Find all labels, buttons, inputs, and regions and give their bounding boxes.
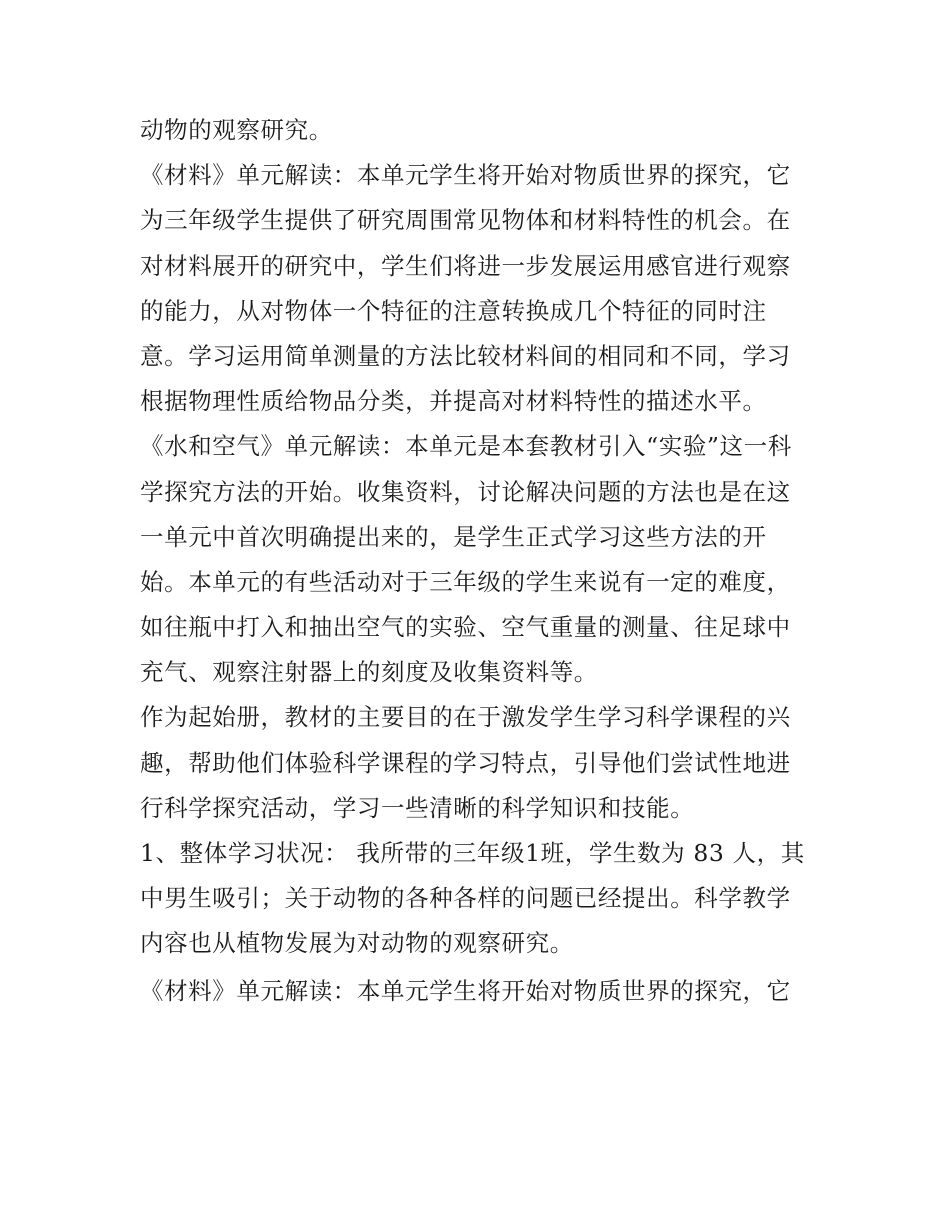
text-line-11: 始。本单元的有些活动对于三年级的学生来说有一定的难度，: [140, 567, 791, 596]
text-line-8: 《水和空气》单元解读：本单元是本套教材引入“实验”这一科: [140, 432, 792, 461]
text-line-18: 中男生吸引；关于动物的各种各样的问题已经提出。科学教学: [140, 884, 791, 913]
text-line-13: 充气、观察注射器上的刻度及收集资料等。: [140, 658, 598, 687]
text-line-20: 《材料》单元解读：本单元学生将开始对物质世界的探究，它: [140, 976, 791, 1005]
text-line-16: 行科学探究活动，学习一些清晰的科学知识和技能。: [140, 793, 695, 822]
text-line-3: 为三年级学生提供了研究周围常见物体和材料特性的机会。在: [140, 206, 791, 235]
text-line-1: 动物的观察研究。: [140, 116, 333, 144]
text-line-15: 趣，帮助他们体验科学课程的学习特点，引导他们尝试性地进: [140, 748, 791, 777]
document-body: [140, 108, 820, 1014]
text-line-7: 根据物理性质给物品分类，并提高对材料特性的描述水平。: [140, 387, 767, 416]
text-line-17: 1、整体学习状况： 我所带的三年级1班，学生数为 83 人，其: [140, 839, 805, 867]
text-line-19: 内容也从植物发展为对动物的观察研究。: [140, 929, 574, 958]
text-line-6: 意。学习运用简单测量的方法比较材料间的相同和不同，学习: [140, 341, 791, 370]
text-line-10: 一单元中首次明确提出来的，是学生正式学习这些方法的开: [140, 522, 767, 551]
text-line-5: 的能力，从对物体一个特征的注意转换成几个特征的同时注: [140, 296, 767, 325]
text-line-12: 如往瓶中打入和抽出空气的实验、空气重量的测量、往足球中: [140, 613, 791, 642]
text-line-14: 作为起始册，教材的主要目的在于激发学生学习科学课程的兴: [140, 703, 791, 732]
text-line-4: 对材料展开的研究中，学生们将进一步发展运用感官进行观察: [140, 251, 791, 280]
text-line-9: 学探究方法的开始。收集资料，讨论解决问题的方法也是在这: [140, 477, 791, 506]
text-line-2: 《材料》单元解读：本单元学生将开始对物质世界的探究，它: [140, 161, 791, 190]
